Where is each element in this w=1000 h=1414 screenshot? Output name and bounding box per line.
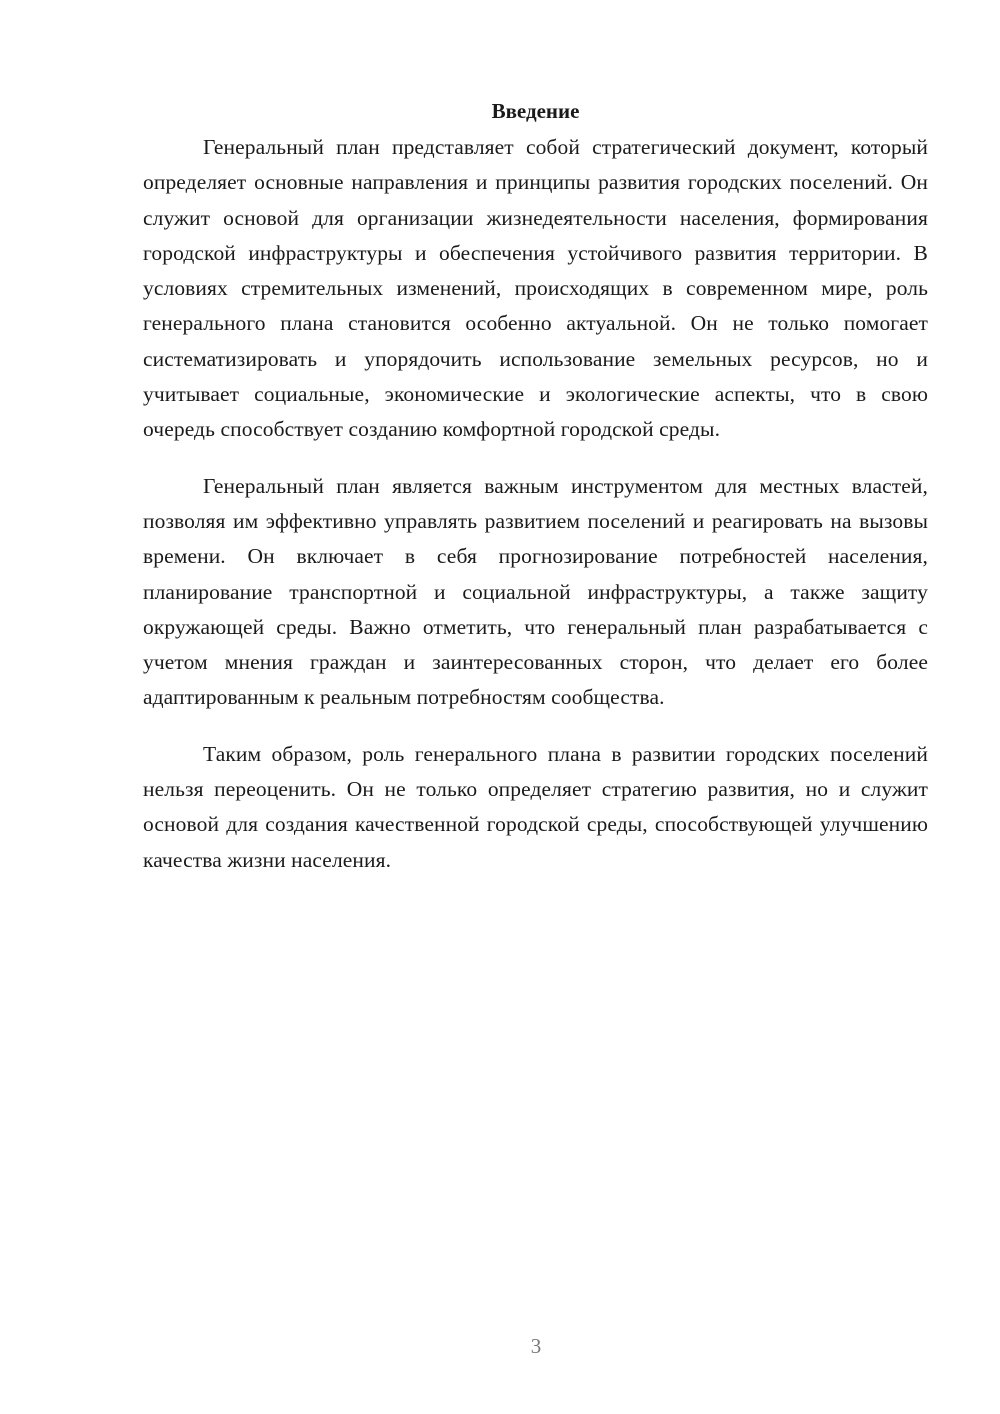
paragraph-1: Генеральный план представляет собой стратегический документ, который определяет основные направления и принципы развития городских поселений. Он служит основой для организации жизнедеятельности населения, формирования городской инфраструктуры и обеспечения устойчивого развития территории. В условиях стремительных изменений, происходящих в современном мире, роль генерального плана становится особенно актуальной. Он не только помогает систематизировать и упорядочить использование земельных ресурсов, но и учитывает социальные, экономические и экологические аспекты, что в свою очередь способствует созданию комфортной городской среды. xyxy=(143,135,928,442)
section-title: Введение xyxy=(491,99,580,123)
paragraph-2: Генеральный план является важным инструментом для местных властей, позволяя им эффективно управлять развитием поселений и реагировать на вызовы времени. Он включает в себя прогнозирование потребностей населения, планирование транспортной и социальной инфраструктуры, а также защиту окружающей среды. Важно отметить, что генеральный план разрабатывается с учетом мнения граждан и заинтересованных сторон, что делает его более адаптированным к реальным потребностям сообщества. xyxy=(143,473,928,710)
document-body xyxy=(143,96,928,899)
paragraph-3: Таким образом, роль генерального плана в развитии городских поселений нельзя переоценить. Он не только определяет стратегию развития, но и служит основой для создания качественной городской среды, способствующей улучшению качества жизни населения. xyxy=(143,741,928,872)
page-number: 3 xyxy=(530,1334,542,1358)
